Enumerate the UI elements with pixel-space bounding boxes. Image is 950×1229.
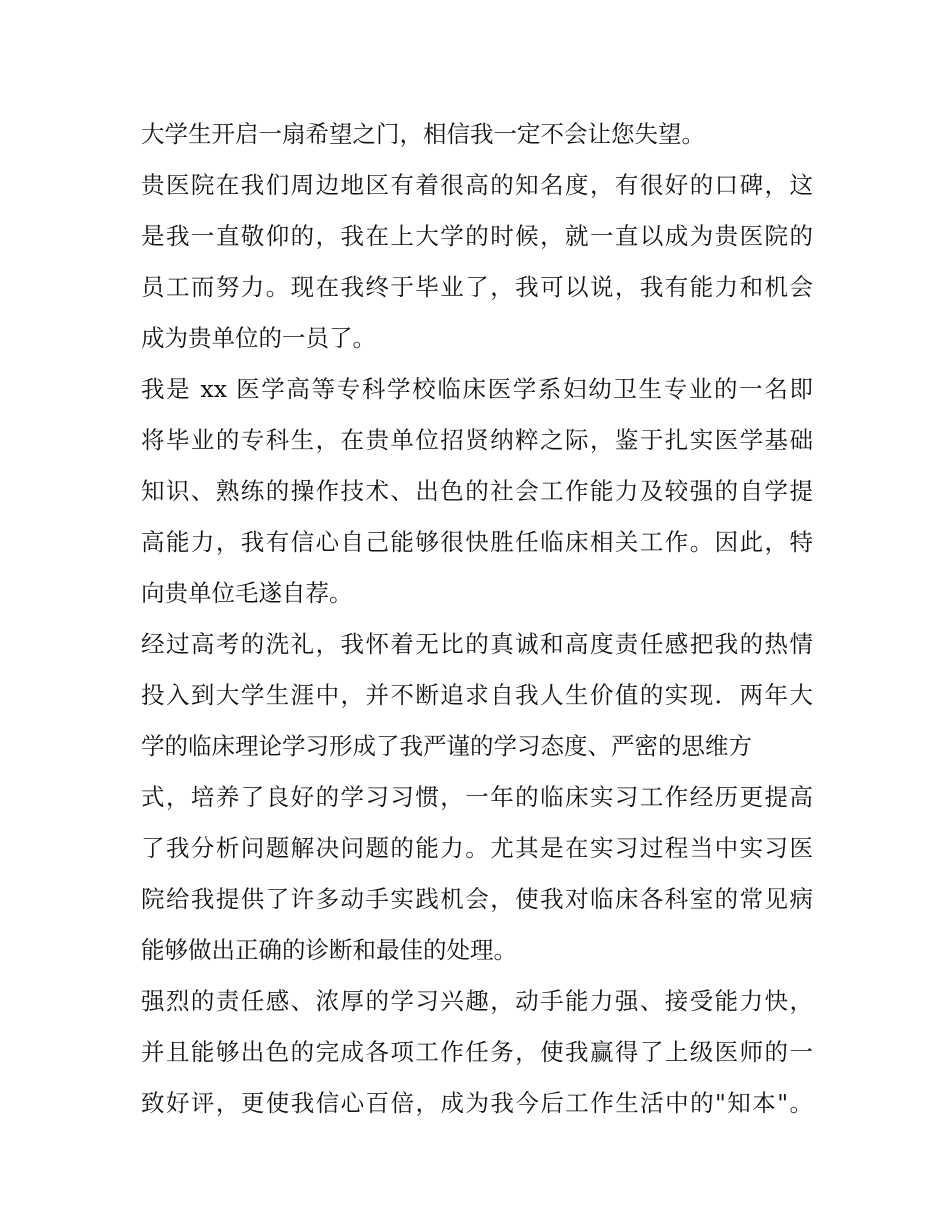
- document-body: [141, 109, 813, 1129]
- text-line: 式，培养了良好的学习习惯，一年的临床实习工作经历更提高: [141, 783, 813, 811]
- text-line: 经过高考的洗礼，我怀着无比的真诚和高度责任感把我的热情: [141, 630, 813, 658]
- text-line: 员工而努力。现在我终于毕业了，我可以说，我有能力和机会: [141, 273, 813, 301]
- text-line: 了我分析问题解决问题的能力。尤其是在实习过程当中实习医: [141, 834, 813, 862]
- text-line: 知识、熟练的操作技术、出色的社会工作能力及较强的自学提: [141, 477, 813, 505]
- text-line: 强烈的责任感、浓厚的学习兴趣，动手能力强、接受能力快，: [141, 987, 813, 1015]
- text-line: 向贵单位毛遂自荐。: [141, 579, 353, 607]
- text-line: 是我一直敬仰的，我在上大学的时候，就一直以成为贵医院的: [141, 222, 813, 250]
- text-line: 投入到大学生涯中，并不断追求自我人生价值的实现．两年大: [141, 681, 813, 709]
- text-line: 致好评，更使我信心百倍，成为我今后工作生活中的"知本"。: [141, 1089, 813, 1117]
- text-line: 并且能够出色的完成各项工作任务，使我赢得了上级医师的一: [141, 1038, 813, 1066]
- text-line: 我是 xx 医学高等专科学校临床医学系妇幼卫生专业的一名即: [141, 375, 813, 403]
- text-line: 学的临床理论学习形成了我严谨的学习态度、严密的思维方: [141, 732, 752, 760]
- text-line: 高能力，我有信心自己能够很快胜任临床相关工作。因此，特: [141, 528, 813, 556]
- text-line: 能够做出正确的诊断和最佳的处理。: [141, 936, 517, 964]
- text-line: 将毕业的专科生，在贵单位招贤纳粹之际，鉴于扎实医学基础: [141, 426, 813, 454]
- text-line: 成为贵单位的一员了。: [141, 324, 376, 352]
- text-line: 院给我提供了许多动手实践机会，使我对临床各科室的常见病: [141, 885, 813, 913]
- text-line: 大学生开启一扇希望之门，相信我一定不会让您失望。: [141, 120, 705, 148]
- text-line: 贵医院在我们周边地区有着很高的知名度，有很好的口碑，这: [141, 171, 813, 199]
